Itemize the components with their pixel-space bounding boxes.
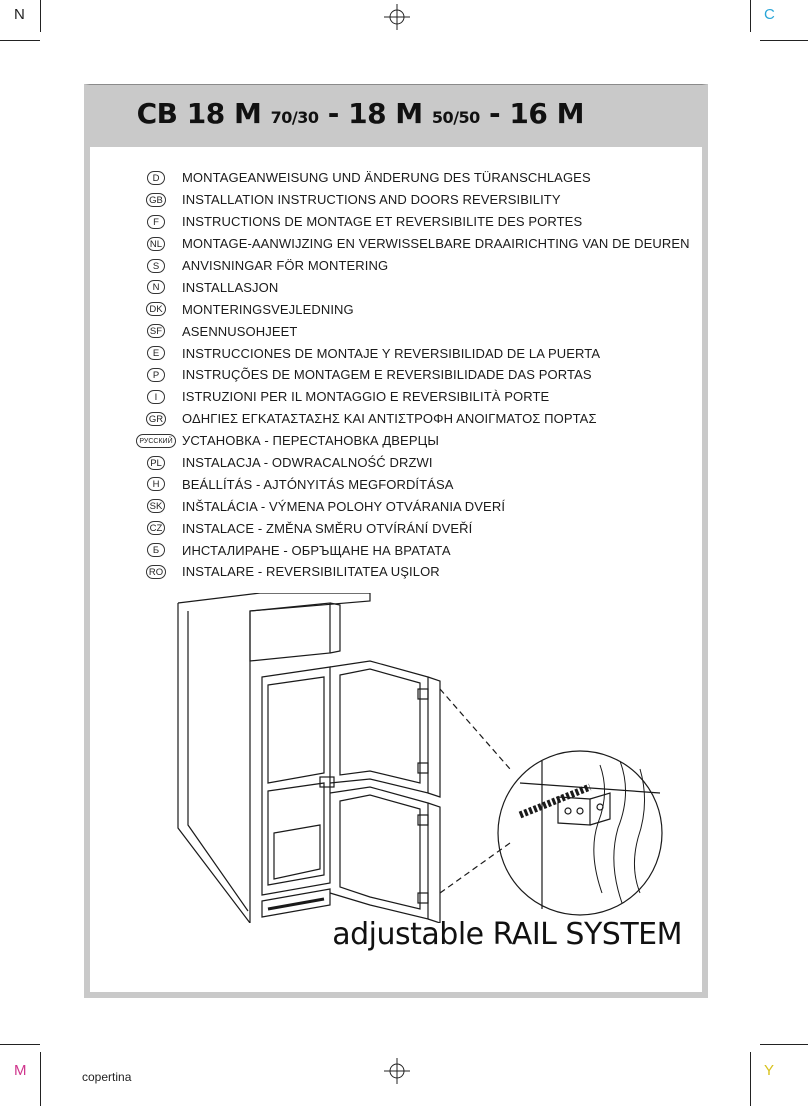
language-code-badge: Б [147,543,165,557]
language-row [130,386,690,408]
language-instruction-title: MONTERINGSVEJLEDNING [182,301,354,317]
corner-letter-bottom-right: Y [764,1062,775,1079]
language-badge-wrap [130,368,182,382]
fridge-rail-system-illustration [170,593,710,923]
language-code-badge: SF [147,324,165,338]
corner-letter-bottom-left: M [14,1062,27,1079]
page-title [137,97,584,130]
title-band [90,85,702,147]
language-instruction-title: INSTALACE - ZMĚNA SMĚRU OTVÍRÁNÍ DVEŘÍ [182,520,473,536]
corner-letter-top-right: C [764,6,775,23]
language-code-badge: GR [146,412,166,426]
language-row [130,233,690,255]
language-code-badge: GB [146,193,166,207]
footer-label: copertina [82,1070,132,1084]
language-badge-wrap [130,543,182,557]
language-row [130,342,690,364]
language-badge-wrap [130,477,182,491]
language-instruction-title: MONTAGEANWEISUNG UND ÄNDERUNG DES TÜRANSCHLAGES [182,170,591,186]
language-code-badge: РУССКИЙ [136,434,175,448]
cover-panel [84,84,708,998]
title-part: CB 18 M [136,97,271,130]
crop-mark [750,1052,751,1106]
language-code-badge: SK [147,499,166,513]
language-badge-wrap [130,237,182,251]
language-row [130,452,690,474]
language-badge-wrap [130,302,182,316]
language-badge-wrap [130,324,182,338]
title-part: 50/50 [431,108,480,127]
language-badge-wrap [130,171,182,185]
language-instruction-title: INSTRUCCIONES DE MONTAJE Y REVERSIBILIDAD DE LA PUERTA [182,345,601,361]
crop-mark [40,0,41,32]
language-code-badge: RO [146,565,166,579]
language-badge-wrap [130,193,182,207]
language-instruction-title: INSTALLASJON [182,279,279,295]
language-code-badge: P [147,368,165,382]
language-row [130,167,690,189]
crop-mark [0,1044,40,1045]
language-row [130,320,690,342]
language-badge-wrap [130,280,182,294]
title-part: 70/30 [270,108,319,127]
language-instruction-title: УСТАНОВКА - ПЕРЕСТАНОВКА ДВЕРЦЫ [182,433,439,449]
language-row [130,430,690,452]
language-code-badge: NL [147,237,165,251]
language-instruction-title: INSTRUCTIONS DE MONTAGE ET REVERSIBILITE DES PORTES [182,214,583,230]
language-instruction-title: ΟΔΗΓΙΕΣ ΕΓΚΑΤΑΣΤΑΣΗΣ ΚΑΙ ΑΝΤΙΣΤΡΟΦΗ ΑΝΟΙΓΜΑΤΟΣ ΠΟΡΤΑΣ [182,411,597,427]
language-instruction-title: ASENNUSOHJEET [182,323,298,339]
language-badge-wrap [130,215,182,229]
language-instruction-title: INSTALARE - REVERSIBILITATEA UŞILOR [182,564,440,580]
language-row [130,408,690,430]
language-list [130,167,690,583]
language-badge-wrap [130,434,182,448]
language-code-badge: D [147,171,165,185]
language-row [130,539,690,561]
language-row [130,364,690,386]
language-badge-wrap [130,346,182,360]
language-instruction-title: BEÁLLÍTÁS - AJTÓNYITÁS MEGFORDÍTÁSA [182,476,454,492]
language-row [130,276,690,298]
crop-mark [760,1044,808,1045]
language-badge-wrap [130,565,182,579]
crop-mark [750,0,751,32]
caption-rail-system: adjustable RAIL SYSTEM [332,917,682,952]
language-instruction-title: ISTRUZIONI PER IL MONTAGGIO E REVERSIBILITÀ PORTE [182,389,550,405]
crop-mark [40,1052,41,1106]
language-badge-wrap [130,499,182,513]
language-badge-wrap [130,521,182,535]
language-row [130,211,690,233]
language-row [130,255,690,277]
language-badge-wrap [130,456,182,470]
language-row [130,473,690,495]
language-row [130,517,690,539]
language-instruction-title: ANVISNINGAR FÖR MONTERING [182,258,389,273]
title-part: - 18 M [318,97,432,130]
language-instruction-title: INŠTALÁCIA - VÝMENA POLOHY OTVÁRANIA DVERÍ [182,498,506,514]
language-row [130,561,690,583]
corner-letter-top-left: N [14,6,25,23]
language-badge-wrap [130,412,182,426]
language-code-badge: E [147,346,165,360]
language-instruction-title: ИНСТАЛИРАНЕ - ОБРЪЩАНЕ НА ВРАТАТА [182,542,451,558]
language-code-badge: N [147,280,165,294]
language-instruction-title: MONTAGE-AANWIJZING EN VERWISSELBARE DRAAIRICHTING VAN DE DEUREN [182,236,690,252]
language-badge-wrap [130,390,182,404]
language-instruction-title: INSTALLATION INSTRUCTIONS AND DOORS REVERSIBILITY [182,192,561,208]
language-code-badge: DK [146,302,165,316]
language-row [130,495,690,517]
language-badge-wrap [130,259,182,273]
registration-mark-icon [384,1058,410,1084]
registration-mark-icon [384,4,410,30]
language-code-badge: S [147,259,165,273]
language-instruction-title: INSTALACJA - ODWRACALNOŚĆ DRZWI [182,455,433,471]
language-code-badge: I [147,390,165,404]
crop-mark [0,40,40,41]
language-code-badge: H [147,477,165,491]
language-row [130,298,690,320]
language-code-badge: F [147,215,165,229]
language-code-badge: PL [147,456,165,470]
language-row [130,189,690,211]
title-part: - 16 M [479,97,584,130]
crop-mark [760,40,808,41]
language-code-badge: CZ [147,521,166,535]
language-instruction-title: INSTRUÇÕES DE MONTAGEM E REVERSIBILIDADE DAS PORTAS [182,367,592,383]
